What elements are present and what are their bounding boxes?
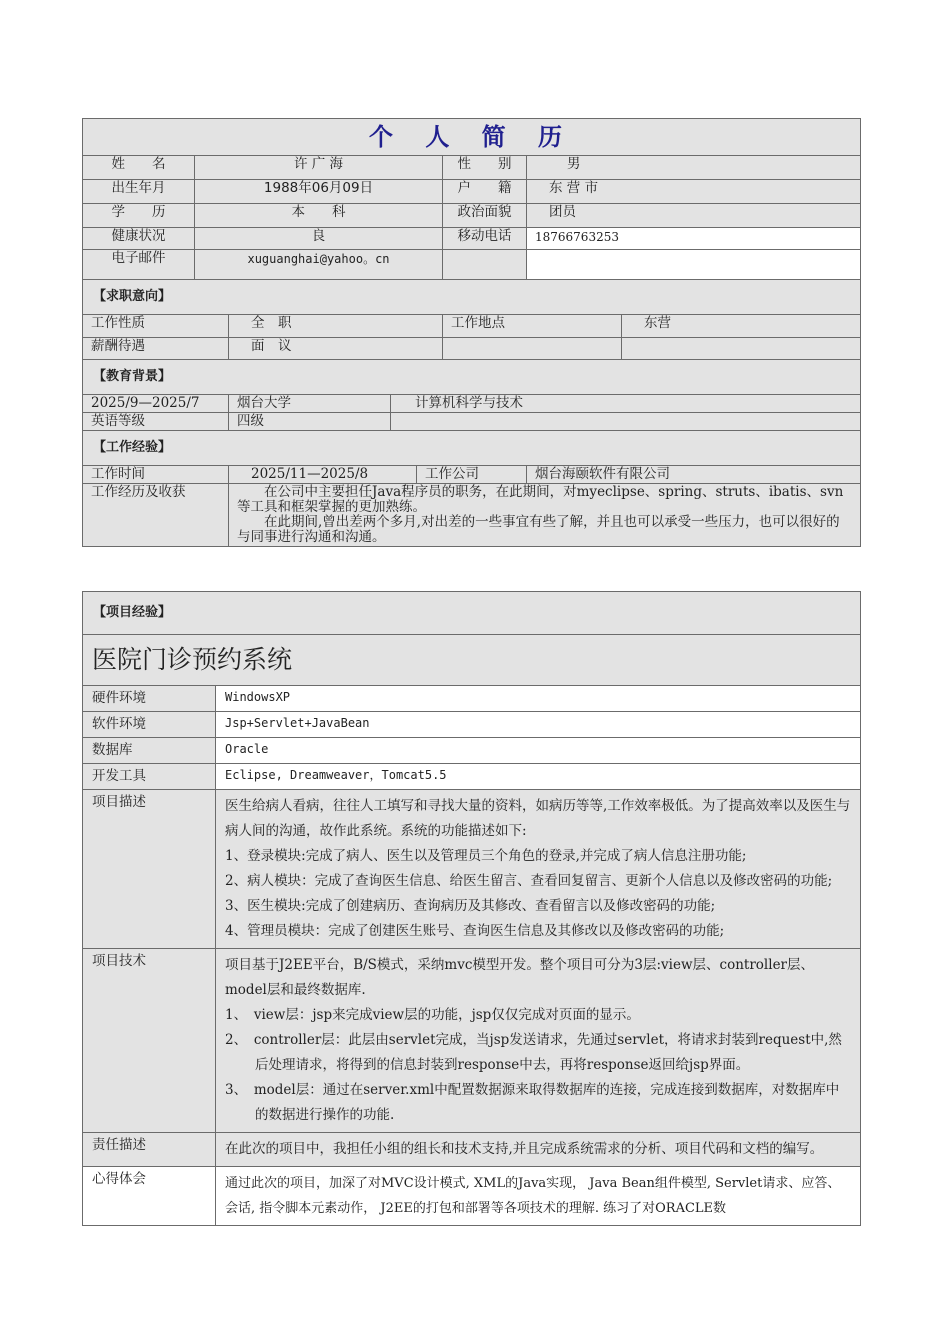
work-header: 【工作经验】 xyxy=(83,430,861,465)
work-place-label: 工作地点 xyxy=(443,315,622,338)
intent-header: 【求职意向】 xyxy=(83,280,861,315)
health-value: 良 xyxy=(195,228,443,250)
education-header: 【教育背景】 xyxy=(83,360,861,395)
description-item: 1、登录模块:完成了病人、医生以及管理员三个角色的登录,并完成了病人信息注册功能; xyxy=(225,847,747,864)
english-empty xyxy=(391,412,861,430)
salary-empty-2 xyxy=(622,338,861,360)
hardware-value: WindowsXP xyxy=(216,686,861,712)
work-type-label: 工作性质 xyxy=(83,315,229,338)
technology-intro: 项目基于J2EE平台，B/S模式，采纳mvc模型开发。整个项目可分为3层:view层、controller层、model层和最终数据库. xyxy=(225,956,815,998)
hukou-label: 户 籍 xyxy=(443,180,527,204)
work-exp-label: 工作经历及收获 xyxy=(83,483,229,546)
work-time-label: 工作时间 xyxy=(83,465,229,483)
tools-value: Eclipse, Dreamweaver，Tomcat5.5 xyxy=(216,763,861,789)
technology-text xyxy=(216,948,861,1132)
name-value: 许 广 海 xyxy=(195,156,443,180)
work-place-value: 东营 xyxy=(622,315,861,338)
politics-label: 政治面貌 xyxy=(443,204,527,228)
software-value: Jsp+Servlet+JavaBean xyxy=(216,711,861,737)
email-empty-value xyxy=(527,250,861,280)
description-item: 4、管理员模块：完成了创建医生账号、查询医生信息及其修改以及修改密码的功能; xyxy=(225,922,725,939)
software-label: 软件环境 xyxy=(83,711,216,737)
database-label: 数据库 xyxy=(83,737,216,763)
name-label: 姓 名 xyxy=(83,156,195,180)
work-company-value: 烟台海颐软件有限公司 xyxy=(527,465,861,483)
experience-label: 心得体会 xyxy=(83,1166,216,1225)
salary-empty-1 xyxy=(443,338,622,360)
tools-label: 开发工具 xyxy=(83,763,216,789)
responsibility-label: 责任描述 xyxy=(83,1132,216,1166)
technology-item: 1、 view层：jsp来完成view层的功能，jsp仅仅完成对页面的显示。 xyxy=(225,1006,640,1023)
email-label: 电子邮件 xyxy=(83,250,195,280)
experience-text: 通过此次的项目，加深了对MVC设计模式, XML的Java实现， Java Bean组件模型, Servlet请求、应答、会话, 指令脚本元素动作， J2EE的打包和部署等各项技术的理解. 练习了对ORACLE数 xyxy=(216,1166,861,1225)
work-exp-text xyxy=(229,483,861,546)
description-item: 2、病人模块：完成了查询医生信息、给医生留言、查看回复留言、更新个人信息以及修改密码的功能; xyxy=(225,872,833,889)
edu-school: 烟台大学 xyxy=(229,395,391,413)
salary-value: 面 议 xyxy=(229,338,443,360)
edu-value: 本 科 xyxy=(195,204,443,228)
description-label: 项目描述 xyxy=(83,789,216,948)
health-label: 健康状况 xyxy=(83,228,195,250)
edu-major: 计算机科学与技术 xyxy=(391,395,861,413)
project-table xyxy=(82,591,861,1226)
english-value: 四级 xyxy=(229,412,391,430)
edu-label: 学 历 xyxy=(83,204,195,228)
hardware-label: 硬件环境 xyxy=(83,686,216,712)
work-company-label: 工作公司 xyxy=(417,465,527,483)
birth-label: 出生年月 xyxy=(83,180,195,204)
technology-item: 3、 model层：通过在server.xml中配置数据源来取得数据库的连接，完成连接到数据库，对数据库中的数据进行操作的功能. xyxy=(225,1081,840,1123)
gender-value: 男 xyxy=(527,156,861,180)
technology-label: 项目技术 xyxy=(83,948,216,1132)
politics-value: 团员 xyxy=(527,204,861,228)
email-value: xuguanghai@yahoo。cn xyxy=(195,250,443,280)
work-exp-para-2: 在此期间,曾出差两个多月,对出差的一些事宜有些了解，并且也可以承受一些压力，也可以很好的与同事进行沟通和沟通。 xyxy=(237,513,840,545)
work-time-value: 2025/11—2025/8 xyxy=(229,465,417,483)
responsibility-text: 在此次的项目中，我担任小组的组长和技术支持,并且完成系统需求的分析、项目代码和文档的编写。 xyxy=(216,1132,861,1166)
project-name: 医院门诊预约系统 xyxy=(83,635,861,686)
edu-period: 2025/9—2025/7 xyxy=(83,395,229,413)
gender-label: 性 别 xyxy=(443,156,527,180)
description-item: 3、医生模块:完成了创建病历、查询病历及其修改、查看留言以及修改密码的功能; xyxy=(225,897,716,914)
technology-item: 2、 controller层：此层由servlet完成，当jsp发送请求，先通过servlet，将请求封装到request中,然后处理请求，将得到的信息封装到response中去，再将response返回给jsp界面。 xyxy=(225,1031,842,1073)
database-value: Oracle xyxy=(216,737,861,763)
english-label: 英语等级 xyxy=(83,412,229,430)
work-type-value: 全 职 xyxy=(229,315,443,338)
phone-label: 移动电话 xyxy=(443,228,527,250)
description-text xyxy=(216,789,861,948)
birth-value: 1988年06月09日 xyxy=(195,180,443,204)
work-exp-para-1: 在公司中主要担任Java程序员的职务，在此期间，对myeclipse、spring、struts、ibatis、svn等工具和框架掌握的更加熟练。 xyxy=(237,483,844,515)
email-empty-label xyxy=(443,250,527,280)
resume-table xyxy=(82,118,861,547)
resume-title: 个 人 简 历 xyxy=(83,119,861,156)
project-header: 【项目经验】 xyxy=(83,592,861,635)
phone-value: 18766763253 xyxy=(527,228,861,250)
description-para: 医生给病人看病，往往人工填写和寻找大量的资料，如病历等等,工作效率极低。为了提高效率以及医生与病人间的沟通，故作此系统。系统的功能描述如下: xyxy=(225,797,851,839)
salary-label: 薪酬待遇 xyxy=(83,338,229,360)
hukou-value: 东 营 市 xyxy=(527,180,861,204)
